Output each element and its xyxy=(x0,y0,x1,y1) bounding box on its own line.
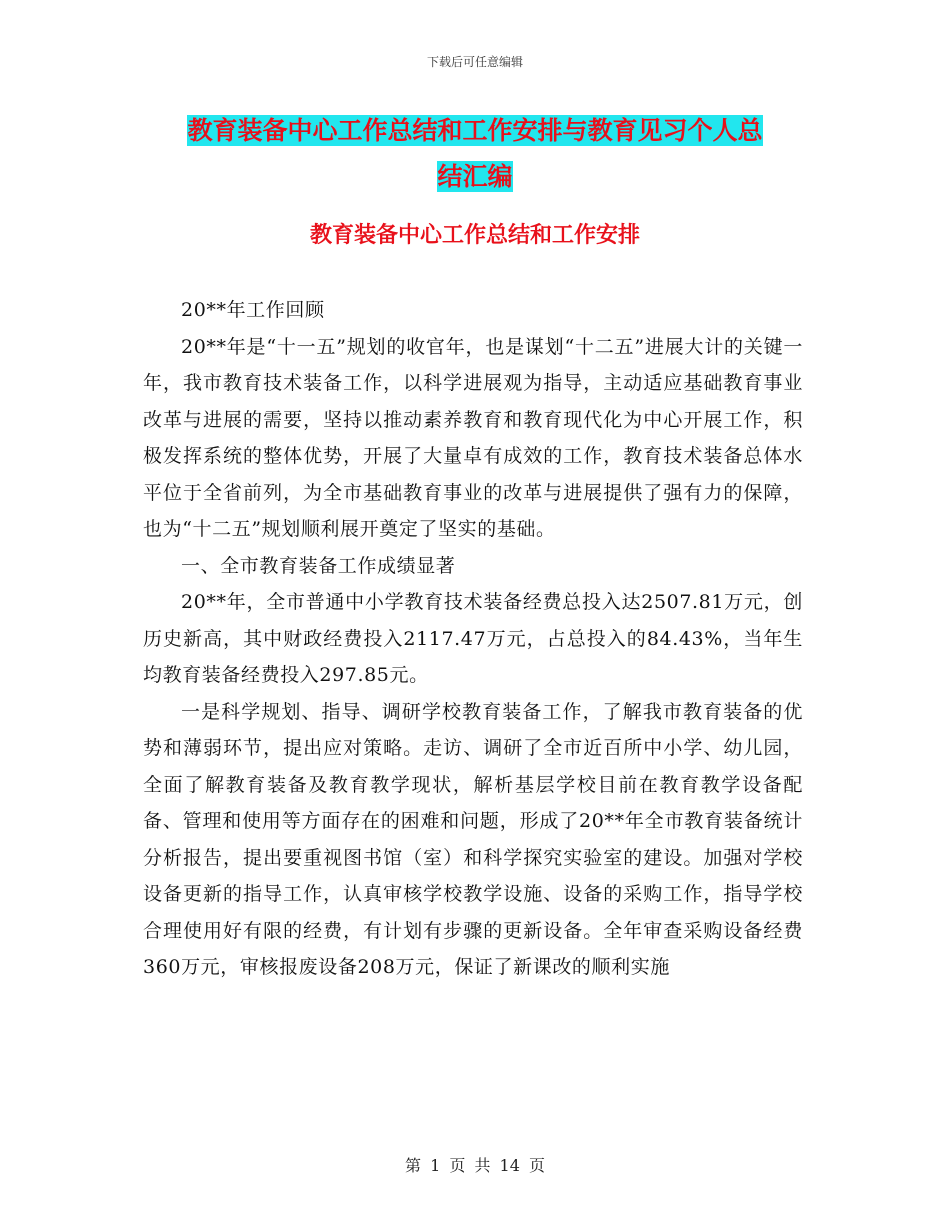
header-note: 下载后可任意编辑 xyxy=(426,55,523,69)
section-title: 教育装备中心工作总结和工作安排 xyxy=(309,223,640,248)
document-title xyxy=(145,108,805,200)
paragraph-section-one-heading: 一、全市教育装备工作成绩显著 xyxy=(181,554,456,577)
paragraph-funding: 20**年，全市普通中小学教育技术装备经费总投入达2507.81万元，创历史新高，其中财政经费投入2117.47万元，占总投入的84.43%，当年生均教育装备经费投入297.85元。 xyxy=(143,591,803,686)
paragraph-planning: 一是科学规划、指导、调研学校教育装备工作，了解我市教育装备的优势和薄弱环节，提出应对策略。走访、调研了全市近百所中小学、幼儿园，全面了解教育装备及教育教学现状，解析基层学校目前在教育教学设备配备、管理和使用等方面存在的困难和问题，形成了20**年全市教育装备统计分析报告，提出要重视图书馆（室）和科学探究实验室的建设。加强对学校设备更新的指导工作，认真审核学校教学设施、设备的采购工作，指导学校合理使用好有限的经费，有计划有步骤的更新设备。全年审查采购设备经费360万元，审核报废设备208万元，保证了新课改的顺利实施 xyxy=(143,700,803,978)
title-line-1: 教育装备中心工作总结和工作安排与教育见习个人总 xyxy=(187,116,763,145)
paragraph-review-heading: 20**年工作回顾 xyxy=(181,299,325,321)
page-number: 第 1 页 共 14 页 xyxy=(405,1156,545,1175)
paragraph-intro: 20**年是“十一五”规划的收官年，也是谋划“十二五”进展大计的关键一年，我市教育技术装备工作，以科学进展观为指导，主动适应基础教育事业改革与进展的需要，坚持以推动素养教育和教育现代化为中心开展工作，积极发挥系统的整体优势，开展了大量卓有成效的工作，教育技术装备总体水平位于全省前列，为全市基础教育事业的改革与进展提供了强有力的保障，也为“十二五”规划顺利展开奠定了坚实的基础。 xyxy=(143,335,803,540)
document-body xyxy=(143,292,803,986)
title-line-2: 结汇编 xyxy=(437,162,513,191)
